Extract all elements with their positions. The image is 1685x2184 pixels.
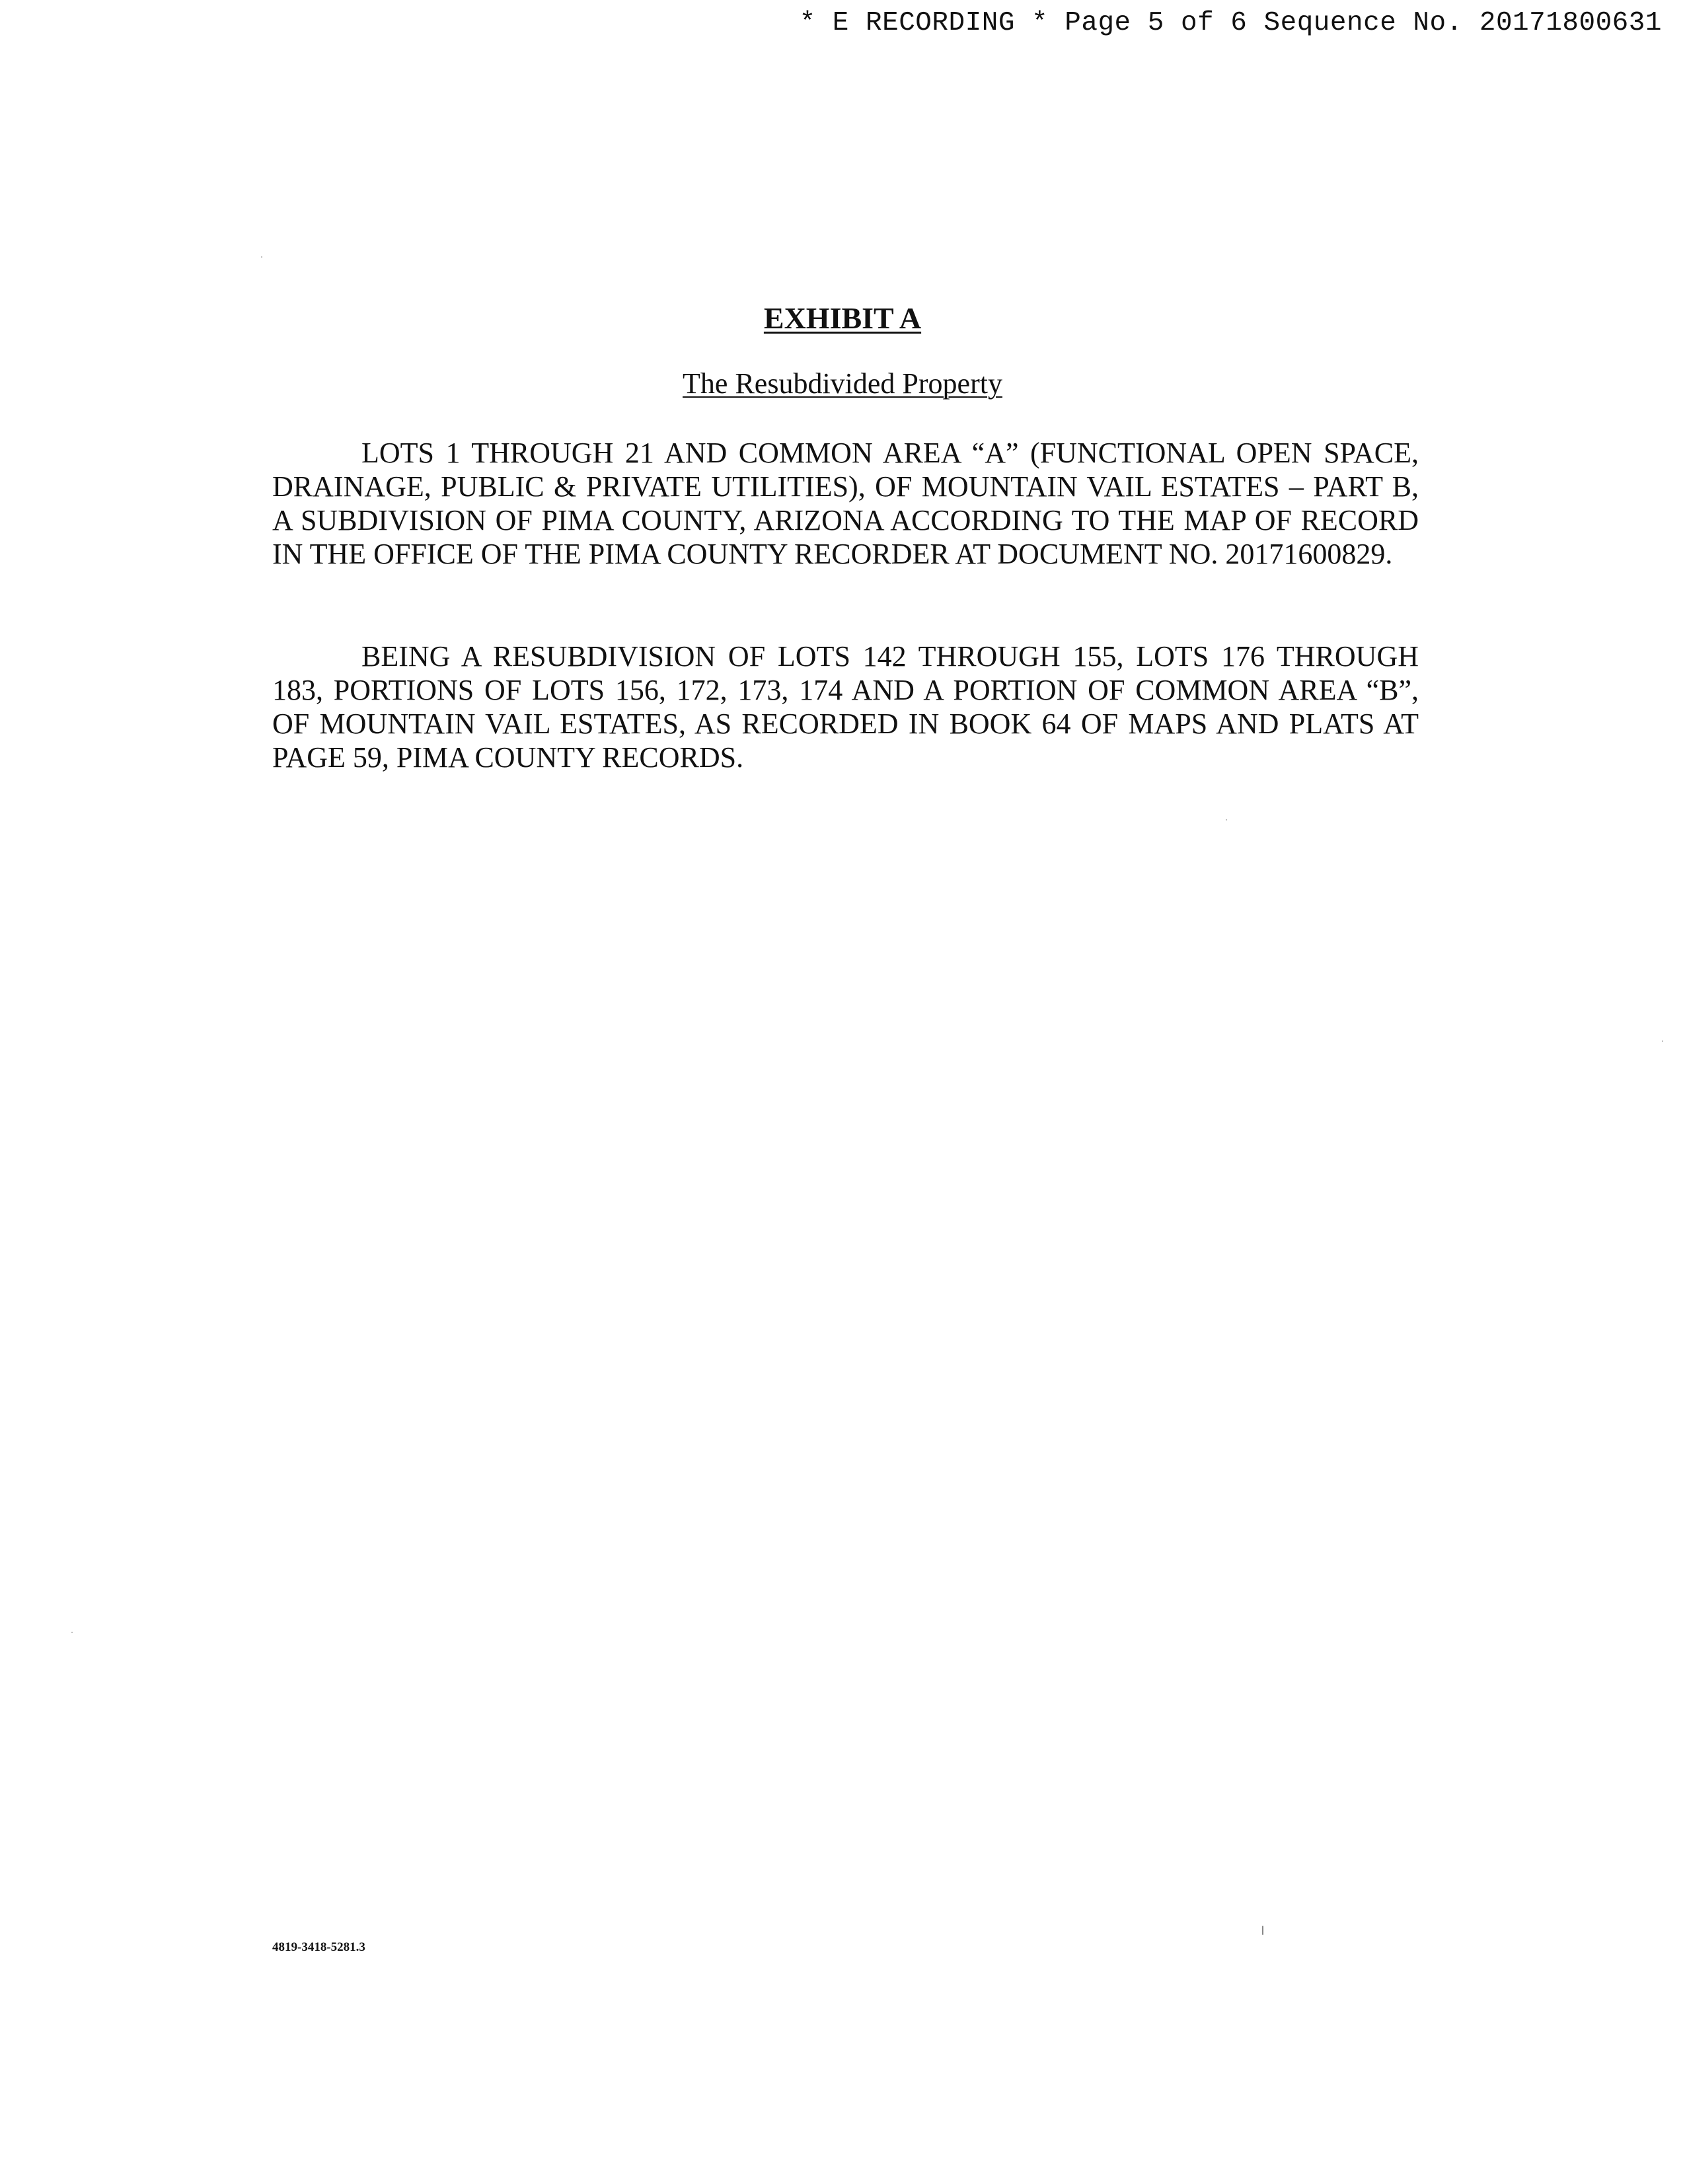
document-id: 4819-3418-5281.3	[272, 1940, 365, 1954]
recording-stamp: * E RECORDING * Page 5 of 6 Sequence No. 20171800631	[799, 8, 1662, 38]
resubdivision-paragraph: BEING A RESUBDIVISION OF LOTS 142 THROUGH 155, LOTS 176 THROUGH 183, PORTIONS OF LOTS 156, 172, 173, 174 AND A PORTION OF COMMON AREA “B”, OF MOUNTAIN VAIL ESTATES, AS RECORDED IN BOOK 64 OF MAPS AND PLATS AT PAGE 59, PIMA COUNTY RECORDS.	[272, 640, 1419, 774]
legal-description-paragraph: LOTS 1 THROUGH 21 AND COMMON AREA “A” (FUNCTIONAL OPEN SPACE, DRAINAGE, PUBLIC & PRIVATE UTILITIES), OF MOUNTAIN VAIL ESTATES – PART B, A SUBDIVISION OF PIMA COUNTY, ARIZONA ACCORDING TO THE MAP OF RECORD IN THE OFFICE OF THE PIMA COUNTY RECORDER AT DOCUMENT NO. 20171600829.	[272, 437, 1419, 570]
scan-speck	[1226, 819, 1227, 820]
exhibit-title: EXHIBIT A	[763, 301, 922, 335]
scan-speck	[1662, 1040, 1663, 1042]
scan-speck	[261, 256, 262, 258]
exhibit-subtitle: The Resubdivided Property	[683, 367, 1002, 400]
scan-speck	[71, 1632, 73, 1633]
scan-speck	[1262, 1926, 1263, 1935]
